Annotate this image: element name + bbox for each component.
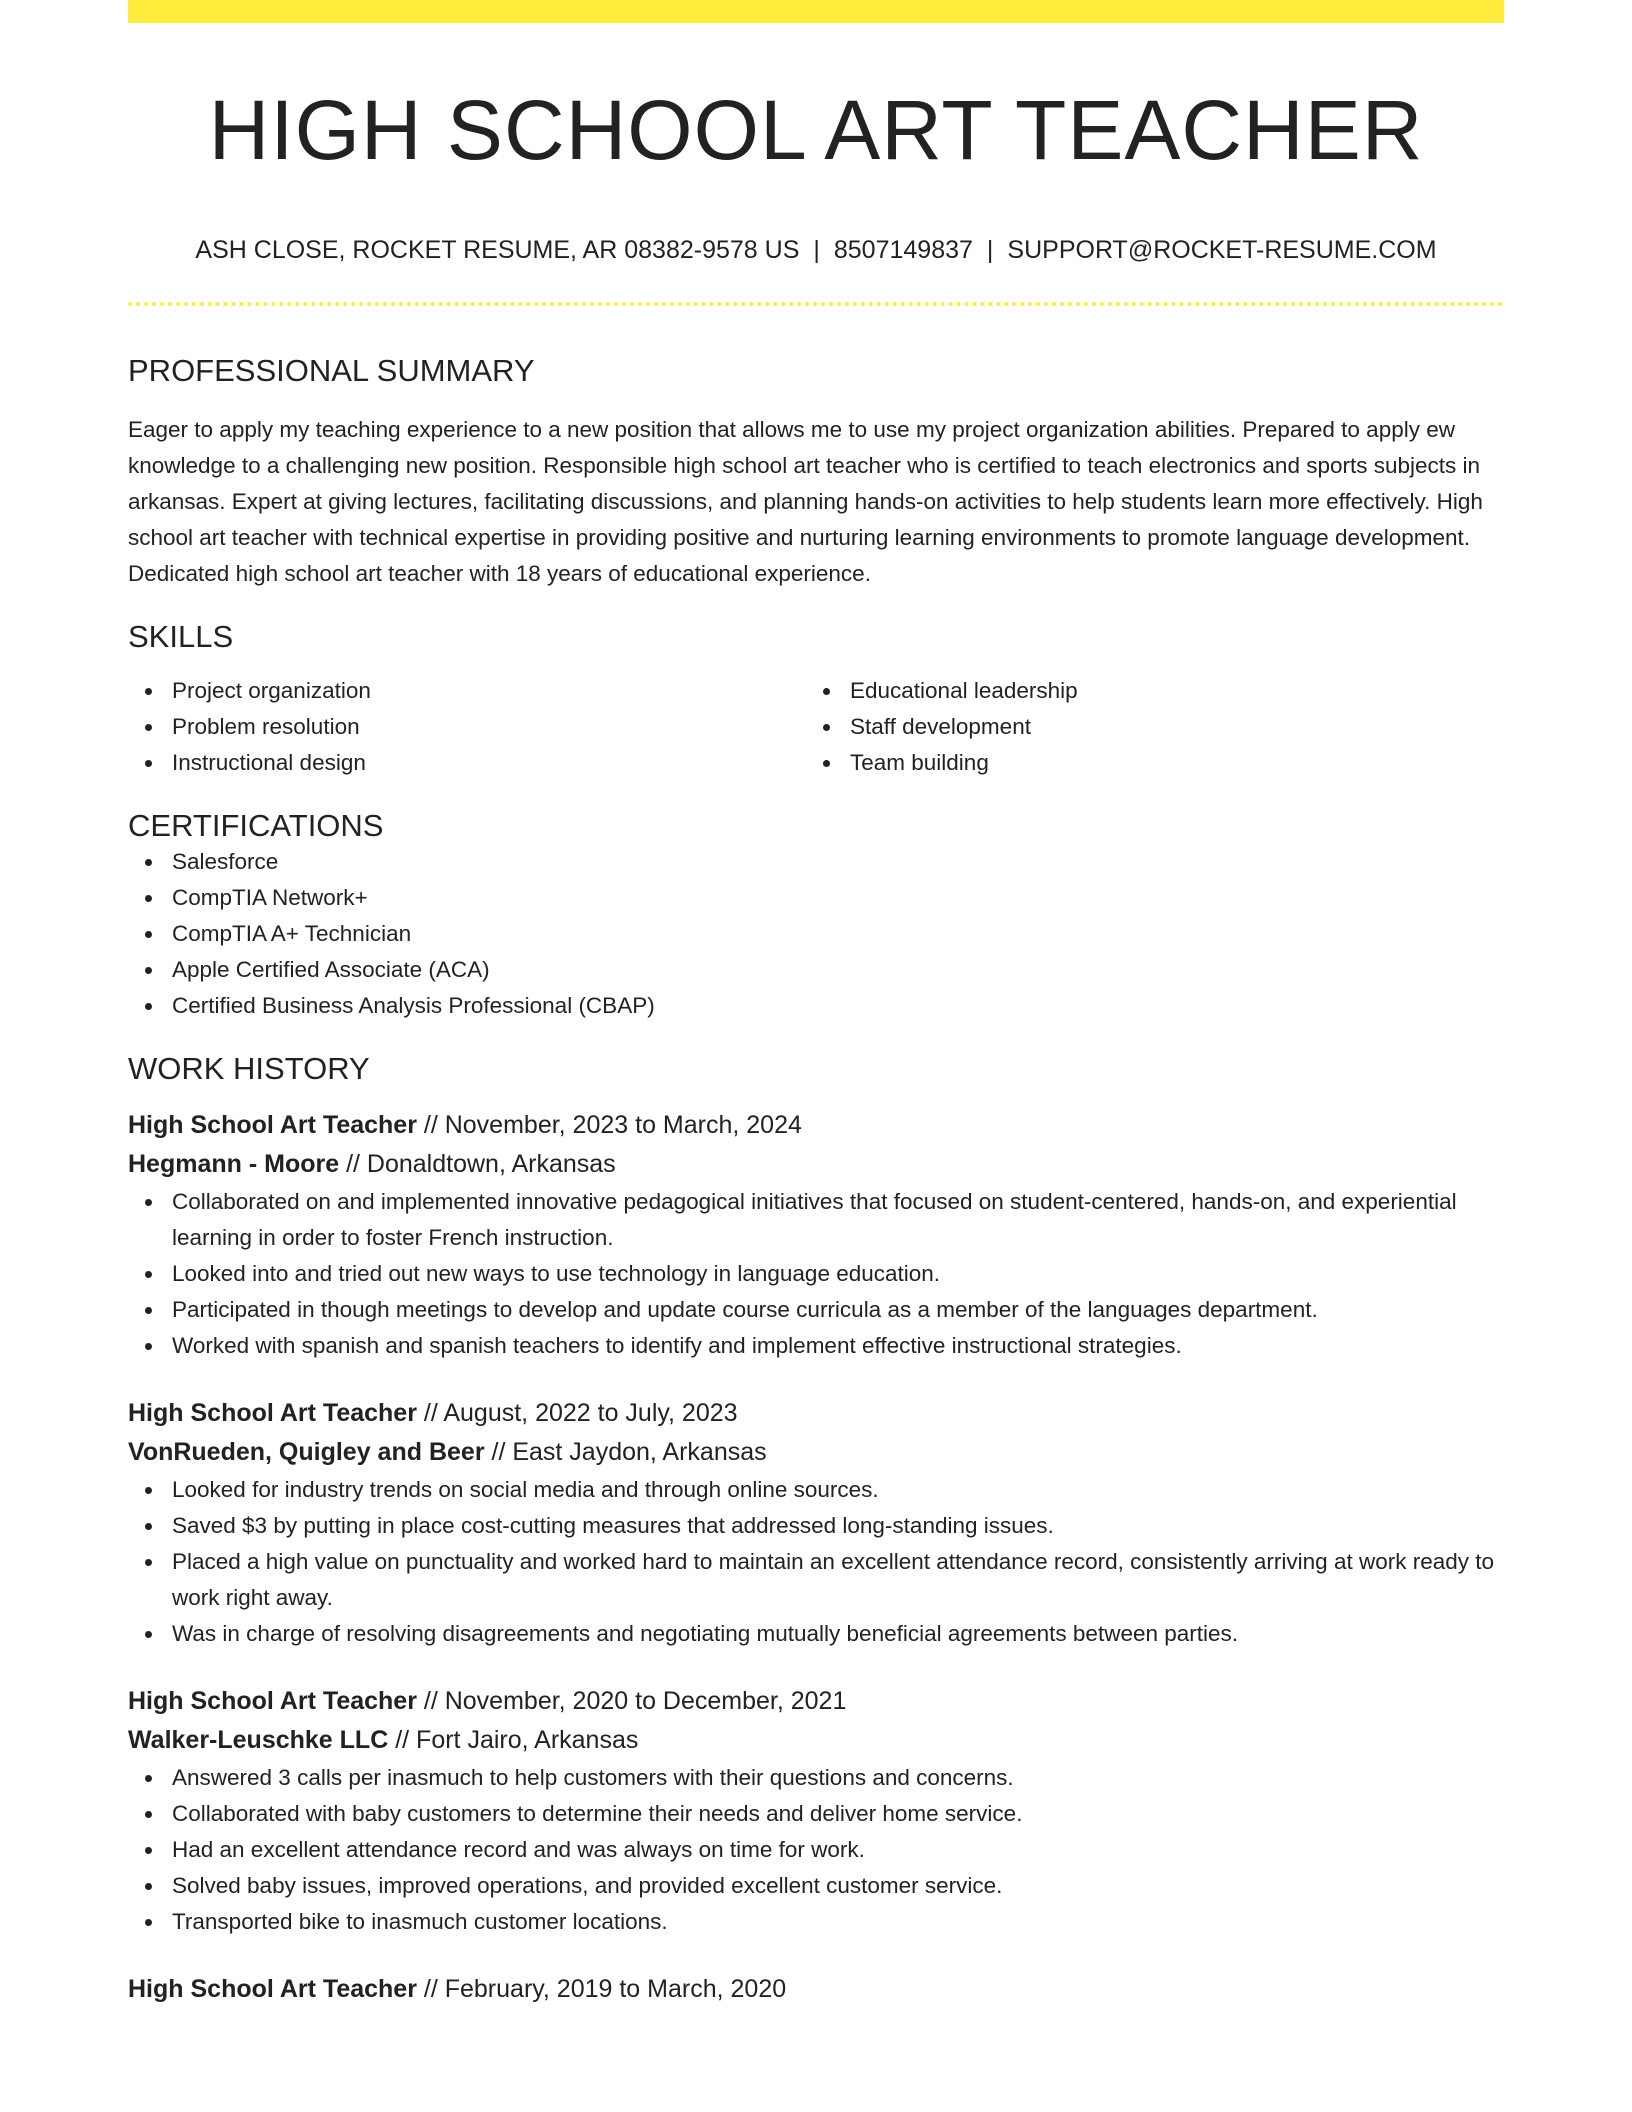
contact-separator: | (986, 236, 994, 265)
job-dates: // November, 2020 to December, 2021 (423, 1687, 847, 1716)
skill-item: Instructional design (128, 745, 806, 781)
certification-item: Apple Certified Associate (ACA) (128, 952, 1504, 988)
job-title-line (128, 1970, 1504, 2009)
job-employer: Walker-Leuschke LLC (128, 1726, 389, 1755)
job-entry (128, 1394, 1504, 1652)
job-title-line (128, 1106, 1504, 1145)
job-dates: // February, 2019 to March, 2020 (423, 1975, 787, 2004)
skill-item: Project organization (128, 673, 806, 709)
job-title: High School Art Teacher (128, 1687, 417, 1716)
resume-title: HIGH SCHOOL ART TEACHER (208, 83, 1424, 177)
certification-item: CompTIA A+ Technician (128, 916, 1504, 952)
certification-item: Certified Business Analysis Professional (CBAP) (128, 988, 1504, 1024)
certification-item: CompTIA Network+ (128, 880, 1504, 916)
job-employer-line (128, 1433, 1504, 1472)
job-employer-line (128, 1145, 1504, 1184)
skill-item: Problem resolution (128, 709, 806, 745)
contact-separator: | (813, 236, 820, 265)
job-employer: VonRueden, Quigley and Beer (128, 1438, 485, 1467)
certification-item: Salesforce (128, 844, 1504, 880)
job-duty: Participated in though meetings to develop and update course curricula as a member of the languages department. (128, 1292, 1504, 1328)
job-duty: Saved $3 by putting in place cost-cutting measures that addressed long-standing issues. (128, 1508, 1504, 1544)
job-duties (128, 1472, 1504, 1652)
job-employer: Hegmann - Moore (128, 1150, 340, 1179)
skill-item: Educational leadership (806, 673, 1484, 709)
job-duty: Was in charge of resolving disagreements and negotiating mutually beneficial agreements between parties. (128, 1616, 1504, 1652)
job-title-line (128, 1394, 1504, 1433)
certifications-heading: CERTIFICATIONS (128, 807, 384, 843)
job-location: // Fort Jairo, Arkansas (395, 1726, 639, 1755)
job-entry (128, 1682, 1504, 1940)
job-title: High School Art Teacher (128, 1399, 417, 1428)
skill-item: Staff development (806, 709, 1484, 745)
job-dates: // August, 2022 to July, 2023 (423, 1399, 738, 1428)
resume-page (128, 0, 1504, 2009)
job-location: // East Jaydon, Arkansas (491, 1438, 767, 1467)
job-duty: Had an excellent attendance record and was always on time for work. (128, 1832, 1504, 1868)
job-entry (128, 1106, 1504, 1364)
job-title-line (128, 1682, 1504, 1721)
job-title: High School Art Teacher (128, 1975, 417, 2004)
job-duty: Worked with spanish and spanish teachers to identify and implement effective instructional strategies. (128, 1328, 1504, 1364)
job-duty: Answered 3 calls per inasmuch to help customers with their questions and concerns. (128, 1760, 1504, 1796)
email: SUPPORT@ROCKET-RESUME.COM (1007, 236, 1437, 265)
skills-grid (128, 673, 1504, 781)
job-duty: Looked into and tried out new ways to use technology in language education. (128, 1256, 1504, 1292)
job-duty: Collaborated with baby customers to determine their needs and deliver home service. (128, 1796, 1504, 1832)
skills-heading: SKILLS (128, 618, 234, 654)
skills-column-left (128, 673, 806, 781)
job-entry (128, 1970, 1504, 2009)
contact-line (128, 235, 1504, 265)
skill-item: Team building (806, 745, 1484, 781)
job-duty: Transported bike to inasmuch customer locations. (128, 1904, 1504, 1940)
job-duty: Looked for industry trends on social media and through online sources. (128, 1472, 1504, 1508)
job-employer-line (128, 1721, 1504, 1760)
job-duties (128, 1760, 1504, 1940)
address: ASH CLOSE, ROCKET RESUME, AR 08382-9578 US (195, 236, 800, 265)
job-duties (128, 1184, 1504, 1364)
summary-text: Eager to apply my teaching experience to a new position that allows me to use my project organization abilities. Prepared to apply ew knowledge to a challenging new position. Responsible high school art teacher who is certified to teach electronics and sports subjects in arkansas. Expert at giving lectures, facilitating discussions, and planning hands-on activities to help students learn more effectively. High school art teacher with technical expertise in providing positive and nurturing learning environments to promote language development. Dedicated high school art teacher with 18 years of educational experience. (128, 416, 1483, 586)
job-duty: Collaborated on and implemented innovative pedagogical initiatives that focused on student-centered, hands-on, and experiential learning in order to foster French instruction. (128, 1184, 1504, 1256)
work-history-heading: WORK HISTORY (128, 1050, 370, 1086)
job-duty: Solved baby issues, improved operations, and provided excellent customer service. (128, 1868, 1504, 1904)
accent-bar (128, 0, 1504, 23)
summary-heading: PROFESSIONAL SUMMARY (128, 353, 535, 389)
job-location: // Donaldtown, Arkansas (346, 1150, 616, 1179)
job-duty: Placed a high value on punctuality and worked hard to maintain an excellent attendance record, consistently arriving at work ready to work right away. (128, 1544, 1504, 1616)
phone: 8507149837 (833, 236, 973, 265)
skills-column-right (806, 673, 1484, 781)
dotted-divider (128, 302, 1504, 306)
certifications-list (128, 844, 1504, 1024)
job-title: High School Art Teacher (128, 1111, 417, 1140)
job-dates: // November, 2023 to March, 2024 (423, 1111, 802, 1140)
